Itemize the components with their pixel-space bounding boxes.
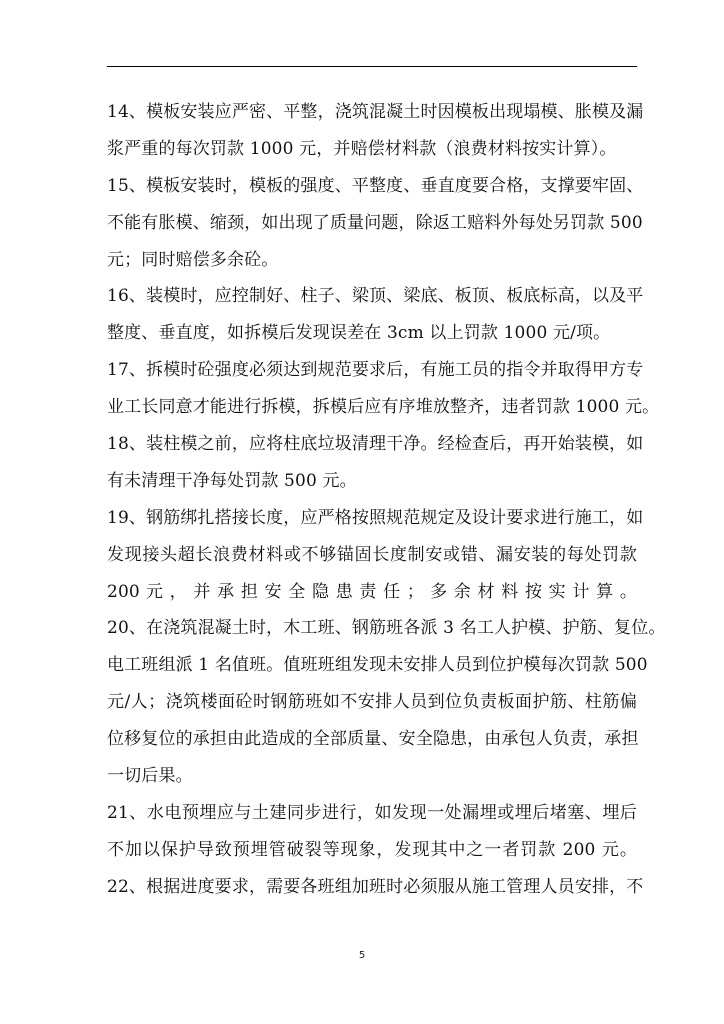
text-line: 21、水电预埋应与土建同步进行，如发现一处漏埋或埋后堵塞、埋后 <box>107 802 637 823</box>
text-line: 浆严重的每次罚款 1000 元，并赔偿材料款（浪费材料按实计算）。 <box>107 138 617 159</box>
text-line: 发现接头超长浪费材料或不够锚固长度制安或错、漏安装的每处罚款 <box>107 544 637 565</box>
text-line: 一切后果。 <box>107 766 193 787</box>
text-line: 17、拆模时砼强度必须达到规范要求后，有施工员的指令并取得甲方专 <box>107 360 644 381</box>
text-line: 16、装模时，应控制好、柱子、梁顶、梁底、板顶、板底标高，以及平 <box>107 286 644 307</box>
text-line: 19、钢筋绑扎搭接长度，应严格按照规范规定及设计要求进行施工，如 <box>107 507 644 528</box>
text-line: 元/人；浇筑楼面砼时钢筋班如不安排人员到位负责板面护筋、柱筋偏 <box>107 692 637 713</box>
text-line: 不能有胀模、缩颈，如出现了质量问题，除返工赔料外每处另罚款 500 <box>107 212 643 233</box>
text-line: 业工长同意才能进行拆模，拆模后应有序堆放整齐，违者罚款 1000 元。 <box>107 397 660 418</box>
text-line: 不加以保护导致预埋管破裂等现象，发现其中之一者罚款 200 元。 <box>107 839 637 860</box>
text-line: 200 元 ， 并 承 担 安 全 隐 患 责 任 ； 多 余 材 料 按 实 计 算 。 <box>107 581 637 602</box>
text-line: 整度、垂直度，如拆模后发现误差在 3cm 以上罚款 1000 元/项。 <box>107 323 611 344</box>
text-line: 有未清理干净每处罚款 500 元。 <box>107 470 357 491</box>
document-body <box>107 94 666 906</box>
text-line: 14、模板安装应严密、平整，浇筑混凝土时因模板出现塌模、胀模及漏 <box>107 102 644 122</box>
text-line: 15、模板安装时，模板的强度、平整度、垂直度要合格，支撑要牢固、 <box>107 175 644 196</box>
text-line: 元；同时赔偿多余砼。 <box>107 249 279 270</box>
text-line: 位移复位的承担由此造成的全部质量、安全隐患，由承包人负责，承担 <box>107 729 639 750</box>
text-line: 18、装柱模之前，应将柱底垃圾清理干净。经检查后，再开始装模，如 <box>107 434 644 455</box>
text-line: 电工班组派 1 名值班。值班班组发现未安排人员到位护模每次罚款 500 <box>107 655 648 676</box>
header-rule <box>107 66 637 67</box>
text-line: 22、根据进度要求，需要各班组加班时必须服从施工管理人员安排，不 <box>107 876 644 897</box>
text-line: 20、在浇筑混凝土时，木工班、钢筋班各派 3 名工人护模、护筋、复位。 <box>107 618 666 639</box>
page-number: 5 <box>358 950 366 961</box>
